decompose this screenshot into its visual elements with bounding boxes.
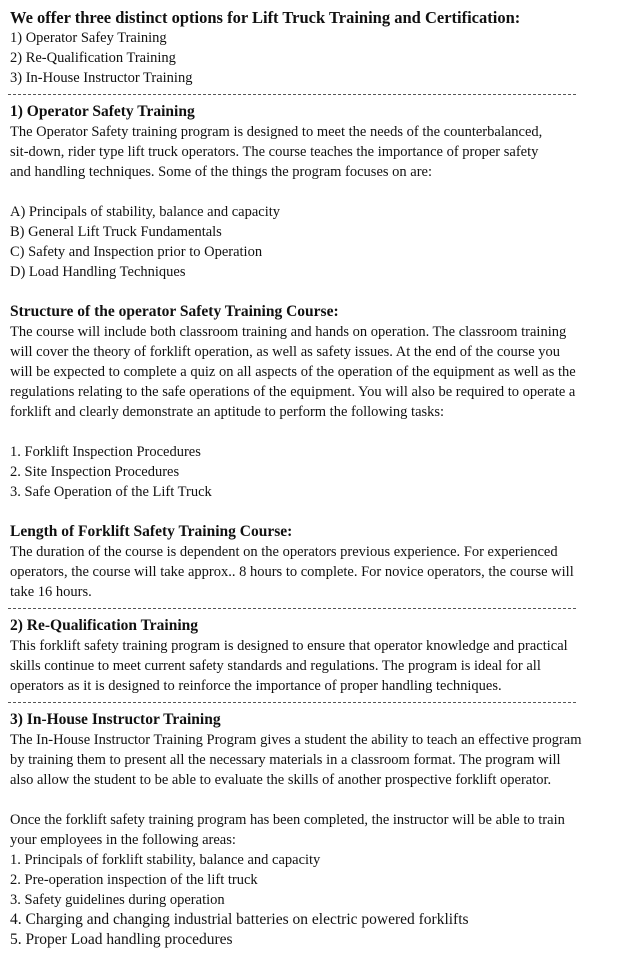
area-item: 3. Safety guidelines during operation bbox=[10, 892, 225, 908]
paragraph-line: and handling techniques. Some of the things the program focuses on are: bbox=[10, 164, 433, 180]
intro-option: 3) In-House Instructor Training bbox=[10, 70, 193, 86]
paragraph-line: will cover the theory of forklift operation, as well as safety issues. At the end of the course you bbox=[10, 344, 561, 360]
paragraph-line: The duration of the course is dependent on the operators previous experience. For experienced bbox=[10, 544, 558, 560]
section-title: 1) Operator Safety Training bbox=[10, 103, 195, 120]
area-item: 2. Pre-operation inspection of the lift truck bbox=[10, 872, 258, 888]
subsection-title-structure: Structure of the operator Safety Training Course: bbox=[10, 303, 339, 320]
focus-item: A) Principals of stability, balance and capacity bbox=[10, 204, 281, 220]
section-title: 2) Re-Qualification Training bbox=[10, 617, 199, 634]
paragraph-line: skills continue to meet current safety standards and regulations. The program is ideal for all bbox=[10, 658, 541, 674]
area-item: 4. Charging and changing industrial batteries on electric powered forklifts bbox=[10, 911, 469, 928]
section-operator-safety bbox=[10, 102, 619, 602]
intro-option: 1) Operator Safey Training bbox=[10, 30, 167, 46]
section-requalification bbox=[10, 616, 619, 696]
task-item: 2. Site Inspection Procedures bbox=[10, 464, 180, 480]
spacer bbox=[10, 182, 619, 202]
paragraph-line: operators, the course will take approx.. 8 hours to complete. For novice operators, the course will bbox=[10, 564, 574, 580]
paragraph-line: Once the forklift safety training program has been completed, the instructor will be able to train bbox=[10, 812, 565, 828]
paragraph-line: regulations relating to the safe operations of the equipment. You will also be required to operate a bbox=[10, 384, 576, 400]
intro-section bbox=[10, 8, 619, 88]
task-item: 3. Safe Operation of the Lift Truck bbox=[10, 484, 212, 500]
focus-item: D) Load Handling Techniques bbox=[10, 264, 186, 280]
paragraph-line: The course will include both classroom training and hands on operation. The classroom training bbox=[10, 324, 567, 340]
paragraph-line: take 16 hours. bbox=[10, 584, 92, 600]
area-item: 1. Principals of forklift stability, balance and capacity bbox=[10, 852, 321, 868]
dashed-divider bbox=[8, 608, 576, 609]
subsection-title-length: Length of Forklift Safety Training Course: bbox=[10, 523, 293, 540]
task-item: 1. Forklift Inspection Procedures bbox=[10, 444, 201, 460]
paragraph-line: The Operator Safety training program is designed to meet the needs of the counterbalanced, bbox=[10, 124, 543, 140]
paragraph-line: by training them to present all the necessary materials in a classroom format. The program will bbox=[10, 752, 561, 768]
focus-item: B) General Lift Truck Fundamentals bbox=[10, 224, 222, 240]
spacer bbox=[10, 790, 619, 810]
paragraph-line: forklift and clearly demonstrate an aptitude to perform the following tasks: bbox=[10, 404, 445, 420]
intro-title: We offer three distinct options for Lift Truck Training and Certification: bbox=[10, 8, 521, 27]
spacer bbox=[10, 282, 619, 302]
section-inhouse-instructor bbox=[10, 710, 619, 950]
dashed-divider bbox=[8, 94, 576, 95]
paragraph-line: your employees in the following areas: bbox=[10, 832, 236, 848]
dashed-divider bbox=[8, 702, 576, 703]
paragraph-line: also allow the student to be able to evaluate the skills of another prospective forklift operator. bbox=[10, 772, 552, 788]
paragraph-line: The In-House Instructor Training Program gives a student the ability to teach an effective program bbox=[10, 732, 582, 748]
paragraph-line: operators as it is designed to reinforce the importance of proper handling techniques. bbox=[10, 678, 502, 694]
section-title: 3) In-House Instructor Training bbox=[10, 711, 221, 728]
spacer bbox=[10, 502, 619, 522]
paragraph-line: will be expected to complete a quiz on all aspects of the operation of the equipment as well as the bbox=[10, 364, 576, 380]
area-item: 5. Proper Load handling procedures bbox=[10, 931, 233, 948]
focus-item: C) Safety and Inspection prior to Operation bbox=[10, 244, 263, 260]
spacer bbox=[10, 422, 619, 442]
paragraph-line: sit-down, rider type lift truck operators. The course teaches the importance of proper safety bbox=[10, 144, 539, 160]
intro-option: 2) Re-Qualification Training bbox=[10, 50, 176, 66]
paragraph-line: This forklift safety training program is designed to ensure that operator knowledge and practical bbox=[10, 638, 568, 654]
